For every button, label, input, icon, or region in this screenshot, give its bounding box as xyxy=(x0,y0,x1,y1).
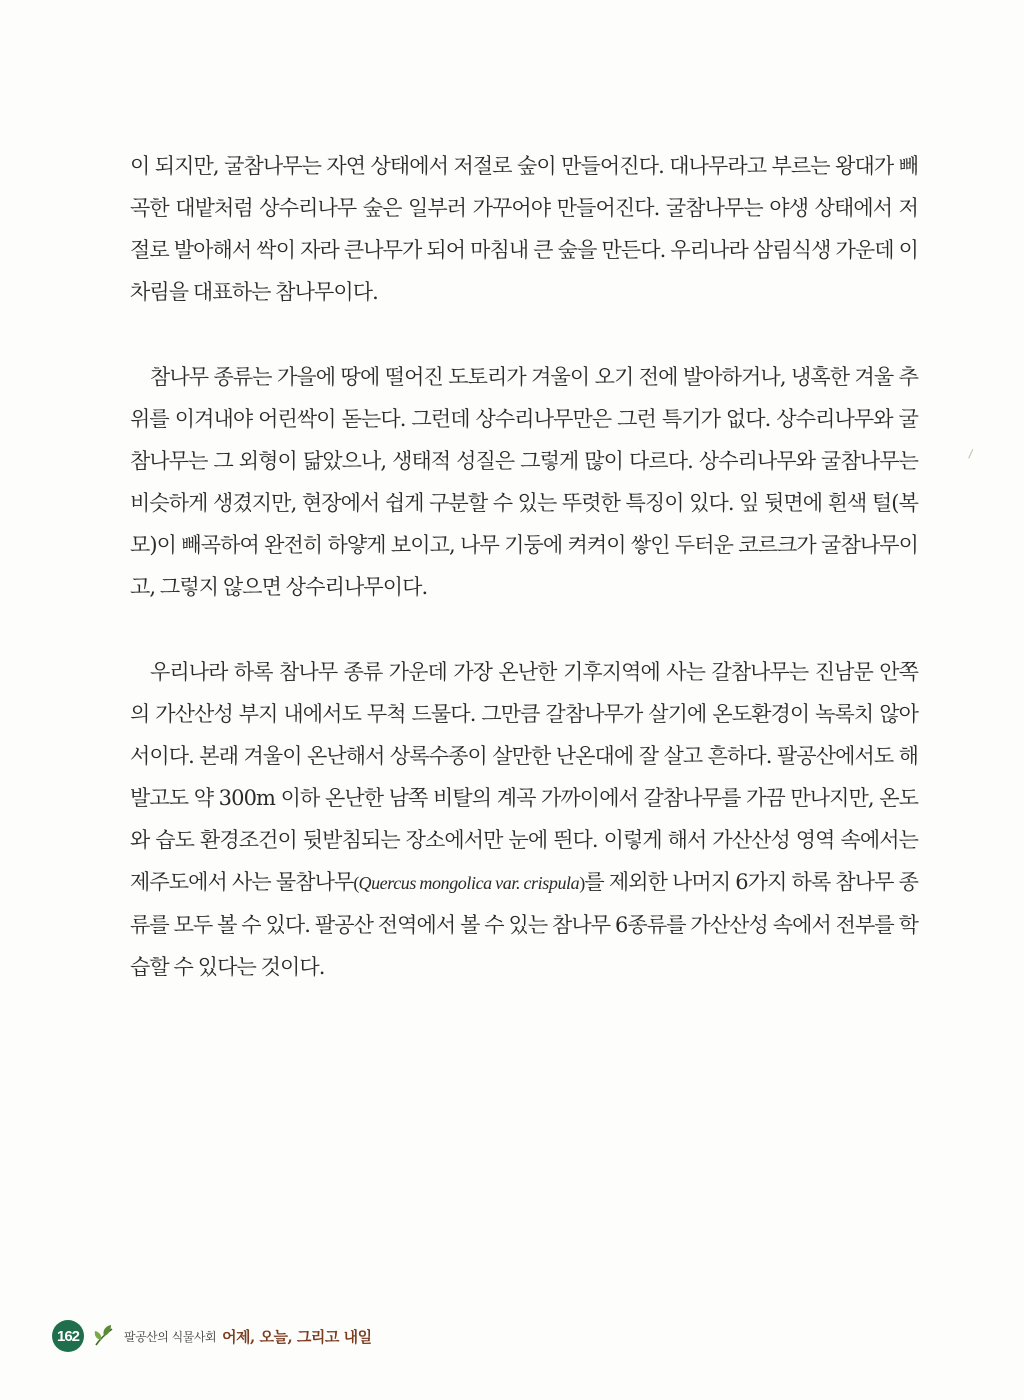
page-footer xyxy=(52,1320,372,1352)
paragraph-2: 참나무 종류는 가을에 땅에 떨어진 도토리가 겨울이 오기 전에 발아하거나, 냉혹한 겨울 추위를 이겨내야 어린싹이 돋는다. 그런데 상수리나무만은 그런 특기가 없다. 상수리나무와 굴참나무는 그 외형이 닮았으나, 생태적 성질은 그렇게 많이 다르다. 상수리나무와 굴참나무는 비슷하게 생겼지만, 현장에서 쉽게 구분할 수 있는 뚜렷한 특징이 있다. 잎 뒷면에 흰색 털(복모)이 빼곡하여 완전히 하얗게 보이고, 나무 기둥에 켜켜이 쌓인 두터운 코르크가 굴참나무이고, 그렇지 않으면 상수리나무이다. xyxy=(130,365,918,599)
body-text xyxy=(130,145,918,1031)
scientific-name: Quercus mongolica var. crispula xyxy=(358,873,580,893)
paragraph-3 xyxy=(130,651,918,988)
paragraph-1: 이 되지만, 굴참나무는 자연 상태에서 저절로 숲이 만들어진다. 대나무라고 부르는 왕대가 빼곡한 대밭처럼 상수리나무 숲은 일부러 가꾸어야 만들어진다. 굴참나무는 야생 상태에서 저절로 발아해서 싹이 자라 큰나무가 되어 마침내 큰 숲을 만든다. 우리나라 삼림식생 가운데 이차림을 대표하는 참나무이다. xyxy=(130,154,918,304)
page-number: 162 xyxy=(56,1327,80,1345)
paren-close: ) xyxy=(579,873,585,893)
footer-book-title: 어제, 오늘, 그리고 내일 xyxy=(222,1327,372,1346)
margin-mark xyxy=(968,449,979,461)
paragraph-3-after: 를 제외한 나머지 6가지 하록 참나무 종류를 모두 볼 수 있다. 팔공산 전역에서 볼 수 있는 참나무 6종류를 가산산성 속에서 전부를 학습할 수 있다는 것이다. xyxy=(130,870,918,979)
paragraph-3-before: 우리나라 하록 참나무 종류 가운데 가장 온난한 기후지역에 사는 갈참나무는 진남문 안쪽의 가산산성 부지 내에서도 무척 드물다. 그만큼 갈참나무가 살기에 온도환경이 녹록치 않아서이다. 본래 겨울이 온난해서 상록수종이 살만한 난온대에 잘 살고 흔하다. 팔공산에서도 해발고도 약 300m 이하 온난한 남쪽 비탈의 계곡 가까이에서 갈참나무를 가끔 만나지만, 온도와 습도 환경조건이 뒷받침되는 장소에서만 눈에 띈다. 이렇게 해서 가산산성 영역 속에서는 제주도에서 사는 물참나무 xyxy=(130,660,918,894)
paren-open: ( xyxy=(353,873,359,893)
page-number-badge xyxy=(52,1320,84,1352)
footer-series-title: 팔공산의 식물사회 xyxy=(124,1329,217,1344)
leaf-icon xyxy=(92,1323,118,1349)
